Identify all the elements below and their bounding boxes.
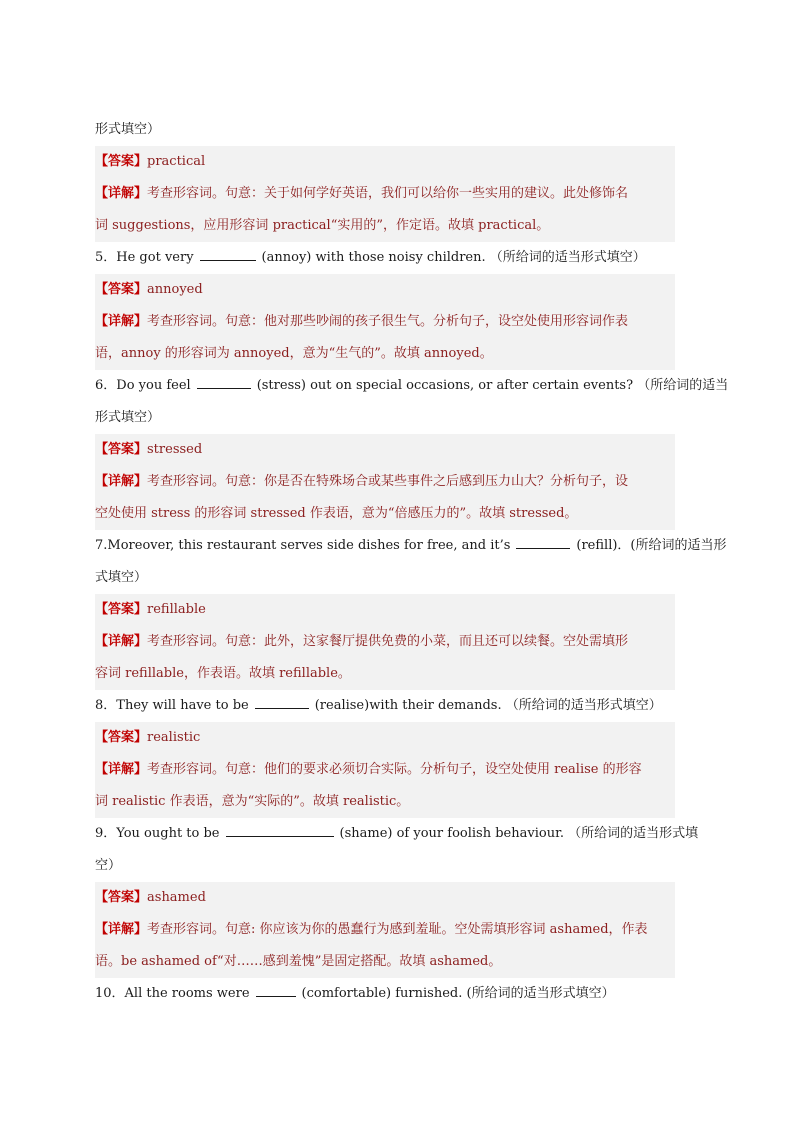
question-9 xyxy=(95,818,699,850)
question-text: (stress) out on special occasions, or after certain events? （所给词的适当 xyxy=(256,378,729,393)
detail-tag: 【详解】 xyxy=(95,922,148,937)
detail-text: 考查形容词。句意: 你应该为你的愚蠢行为感到羞耻。空处需填形容词 ashamed，作表 xyxy=(147,922,648,937)
question-7 xyxy=(95,530,727,562)
question-text: 5．He got very xyxy=(95,250,194,265)
detail-text: 考查形容词。句意：此外，这家餐厅提供免费的小菜，而且还可以续餐。空处需填形 xyxy=(147,634,629,649)
question-9-tail: 空） xyxy=(95,858,122,873)
question-10 xyxy=(95,978,675,1010)
detail-text: 考查形容词。句意：他对那些吵闹的孩子很生气。分析句子，设空处使用形容词作表 xyxy=(147,314,629,329)
detail-7-line-1 xyxy=(95,626,675,658)
question-text: 7.Moreover, this restaurant serves side dishes for free, and it’s xyxy=(95,538,511,553)
answer-5 xyxy=(95,274,675,306)
detail-5-line-2: 语，annoy 的形容词为 annoyed，意为“生气的”。故填 annoyed。 xyxy=(95,338,675,370)
detail-tag: 【详解】 xyxy=(95,474,148,489)
question-text: (shame) of your foolish behaviour. （所给词的适当形式填 xyxy=(339,826,699,841)
detail-6-line-2: 空处使用 stress 的形容词 stressed 作表语，意为“倍感压力的”。故填 stressed。 xyxy=(95,498,675,530)
question-text: (annoy) with those noisy children. （所给词的适当形式填空） xyxy=(261,250,646,265)
answer-tag: 【答案】 xyxy=(95,602,148,617)
detail-text: 考查形容词。句意：他们的要求必须切合实际。分析句子，设空处使用 realise 的形容 xyxy=(147,762,642,777)
question-8 xyxy=(95,690,675,722)
answer-tag: 【答案】 xyxy=(95,154,148,169)
question-text: (comfortable) furnished. (所给词的适当形式填空） xyxy=(301,986,615,1001)
detail-4-line-2: 词 suggestions，应用形容词 practical“实用的”，作定语。故填 practical。 xyxy=(95,210,675,242)
detail-tag: 【详解】 xyxy=(95,634,148,649)
question-7-tail: 式填空） xyxy=(95,570,148,585)
detail-text: 考查形容词。句意：关于如何学好英语，我们可以给你一些实用的建议。此处修饰名 xyxy=(147,186,629,201)
answer-tag: 【答案】 xyxy=(95,442,148,457)
question-text: 6．Do you feel xyxy=(95,378,191,393)
answer-text: stressed xyxy=(147,442,203,457)
answer-text: realistic xyxy=(147,730,201,745)
answer-blank[interactable] xyxy=(255,696,309,709)
answer-9 xyxy=(95,882,675,914)
detail-6-line-1 xyxy=(95,466,675,498)
detail-text: 考查形容词。句意：你是否在特殊场合或某些事件之后感到压力山大？分析句子，设 xyxy=(147,474,629,489)
answer-7 xyxy=(95,594,675,626)
question-text: (realise)with their demands. （所给词的适当形式填空） xyxy=(314,698,662,713)
detail-8-line-1 xyxy=(95,754,675,786)
question-text: 9．You ought to be xyxy=(95,826,220,841)
answer-blank[interactable] xyxy=(256,984,296,997)
document-page xyxy=(95,114,729,1010)
answer-4 xyxy=(95,146,675,178)
answer-blank[interactable] xyxy=(200,248,256,261)
answer-blank[interactable] xyxy=(197,376,251,389)
question-text: (refill)．(所给词的适当形 xyxy=(576,538,727,553)
question-text: 8．They will have to be xyxy=(95,698,249,713)
detail-5-line-1 xyxy=(95,306,675,338)
question-4-tail: 形式填空） xyxy=(95,122,161,137)
answer-tag: 【答案】 xyxy=(95,890,148,905)
question-6-tail: 形式填空） xyxy=(95,410,161,425)
answer-blank[interactable] xyxy=(516,536,570,549)
question-text: 10．All the rooms were xyxy=(95,986,250,1001)
answer-text: refillable xyxy=(147,602,206,617)
answer-text: ashamed xyxy=(147,890,206,905)
answer-tag: 【答案】 xyxy=(95,282,148,297)
question-6 xyxy=(95,370,729,402)
detail-7-line-2: 容词 refillable，作表语。故填 refillable。 xyxy=(95,658,675,690)
answer-tag: 【答案】 xyxy=(95,730,148,745)
answer-8 xyxy=(95,722,675,754)
detail-tag: 【详解】 xyxy=(95,314,148,329)
answer-text: annoyed xyxy=(147,282,203,297)
detail-8-line-2: 词 realistic 作表语，意为“实际的”。故填 realistic。 xyxy=(95,786,675,818)
answer-blank[interactable] xyxy=(226,824,334,837)
detail-tag: 【详解】 xyxy=(95,762,148,777)
detail-9-line-2: 语。be ashamed of“对……感到羞愧”是固定搭配。故填 ashamed。 xyxy=(95,946,675,978)
question-5 xyxy=(95,242,675,274)
detail-tag: 【详解】 xyxy=(95,186,148,201)
detail-4-line-1 xyxy=(95,178,675,210)
answer-6 xyxy=(95,434,675,466)
answer-text: practical xyxy=(147,154,206,169)
detail-9-line-1 xyxy=(95,914,675,946)
